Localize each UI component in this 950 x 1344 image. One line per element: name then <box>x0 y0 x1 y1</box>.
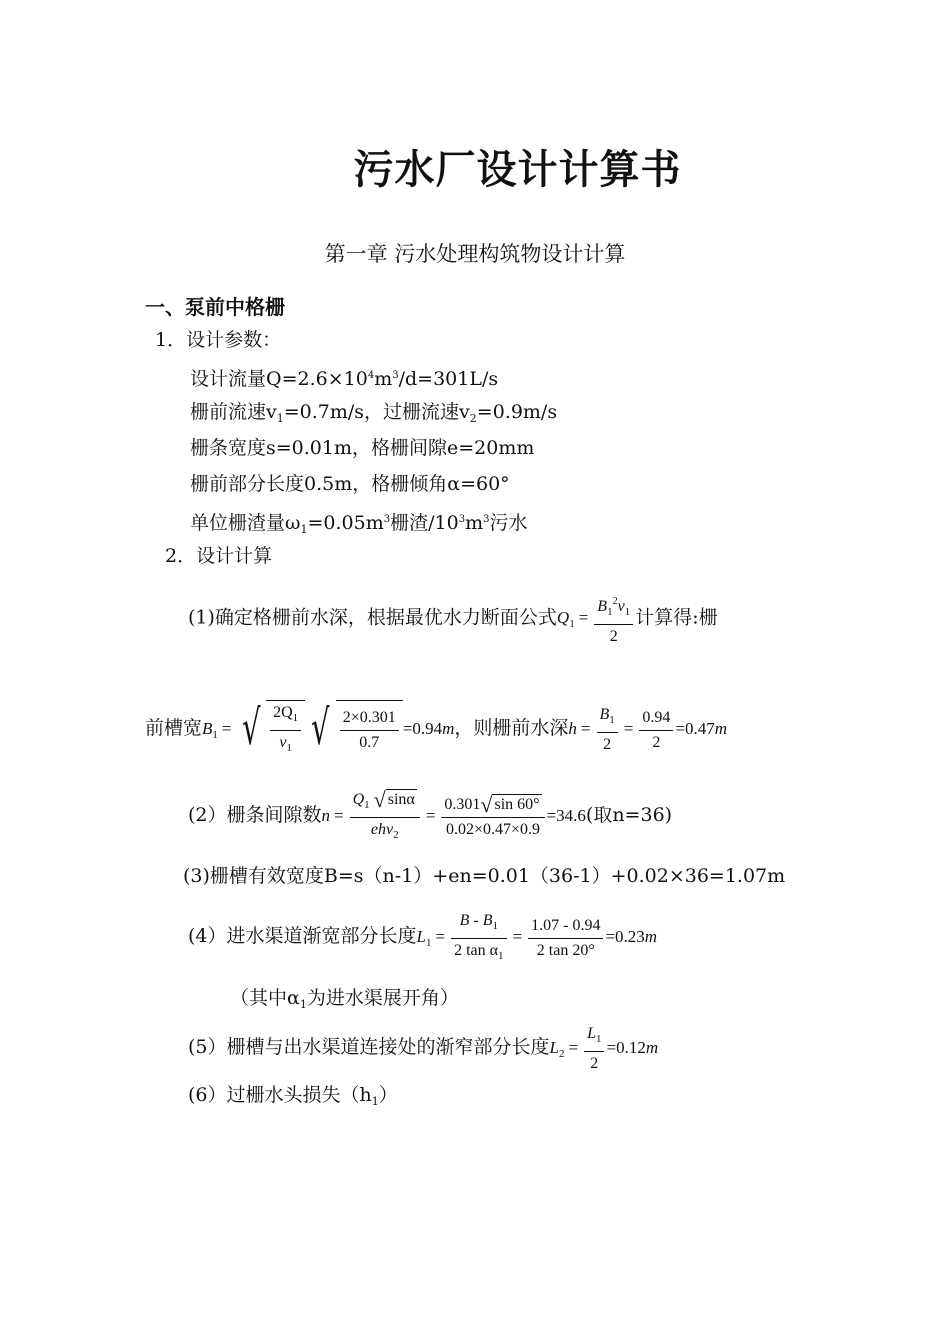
step-1: (1)确定格栅前水深，根据最优水力断面公式$Q_1$ = $\frac{B_1^2v_1}{2}$ 计算得:栅 <box>188 592 718 649</box>
param-length: 栅前部分长度0.5m，格栅倾角α=60° <box>190 473 510 495</box>
step-4: (4）进水渠道渐宽部分长度$L_1$ = $\frac{B - B_1}{2 \tan \alpha_1}$ = $\frac{1.07 - 0.94}{2 \tan 20^\circ}$ =0.23m <box>188 911 658 962</box>
formula-l1: $L_1$ = $\frac{B - B_1}{2 \tan \alpha_1}$ = $\frac{1.07 - 0.94}{2 \tan 20^\circ}$ =0.23m <box>416 911 658 962</box>
formula-q1: $Q_1$ = $\frac{B_1^2v_1}{2}$ <box>557 608 635 627</box>
step-6: (6）过栅水头损失$(h_1)$ <box>188 1084 398 1108</box>
formula-n: n = $\frac{Q_1 √ \sin\alpha}{ehv_2}$ = $\frac{0.301√ \sin 60^\circ}{0.02\times 0.47\times 0.9}$ =34.6 <box>321 787 586 842</box>
param-screenings: 单位栅渣量$\omega_1=0.05m^3$栅渣$/10^3m^3$污水 <box>190 512 528 536</box>
step-4-note: （其中$\alpha_1$为进水渠展开角） <box>230 987 459 1011</box>
step-2: (2）栅条间隙数n = $\frac{Q_1 √ \sin\alpha}{ehv_2}$ = $\frac{0.301√ \sin 60^\circ}{0.02\times 0.47\times 0.9}$ =34.6(取n=36) <box>188 787 673 842</box>
param-velocity: 栅前流速$v_1=0.7m/s$，过栅流速$v_2=0.9m/s$ <box>190 401 558 425</box>
section-heading: 一、泵前中格栅 <box>145 295 285 319</box>
params-heading: 1．设计参数： <box>155 329 282 351</box>
step-1-cont: 前槽宽$B_1$ = √ $\frac{2Q_1}{v_1}$ √ $\frac{2\times 0.301}{0.7}$ =0.94m，则栅前水深h = $\frac{B_1}{2}$ = $\frac{0.94}{2}$ =0.47m <box>145 700 728 756</box>
formula-h: h = $\frac{B_1}{2}$ = $\frac{0.94}{2}$ =0.47m <box>568 706 728 754</box>
param-bar: 栅条宽度s=0.01m，格栅间隙e=20mm <box>190 437 535 459</box>
step-5: (5）栅槽与出水渠道连接处的渐窄部分长度$L_2$ = $\frac{L_1}{2}$ =0.12m <box>188 1025 659 1073</box>
formula-l2: $L_2$ = $\frac{L_1}{2}$ =0.12m <box>549 1025 659 1073</box>
document-title: 污水厂设计计算书 <box>353 147 682 193</box>
calc-heading: 2．设计计算 <box>165 545 273 567</box>
formula-b1: $B_1$ = √ $\frac{2Q_1}{v_1}$ √ $\frac{2\times 0.301}{0.7}$ =0.94m <box>202 700 455 756</box>
step-3: (3)栅槽有效宽度B=s（n-1）+en=0.01（36-1）+0.02×36=1.07m <box>183 865 786 887</box>
chapter-heading: 第一章 污水处理构筑物设计计算 <box>324 242 626 266</box>
param-flow: 设计流量$Q=2.6\times 10^4m^3/d=301L/s$ <box>190 368 499 390</box>
